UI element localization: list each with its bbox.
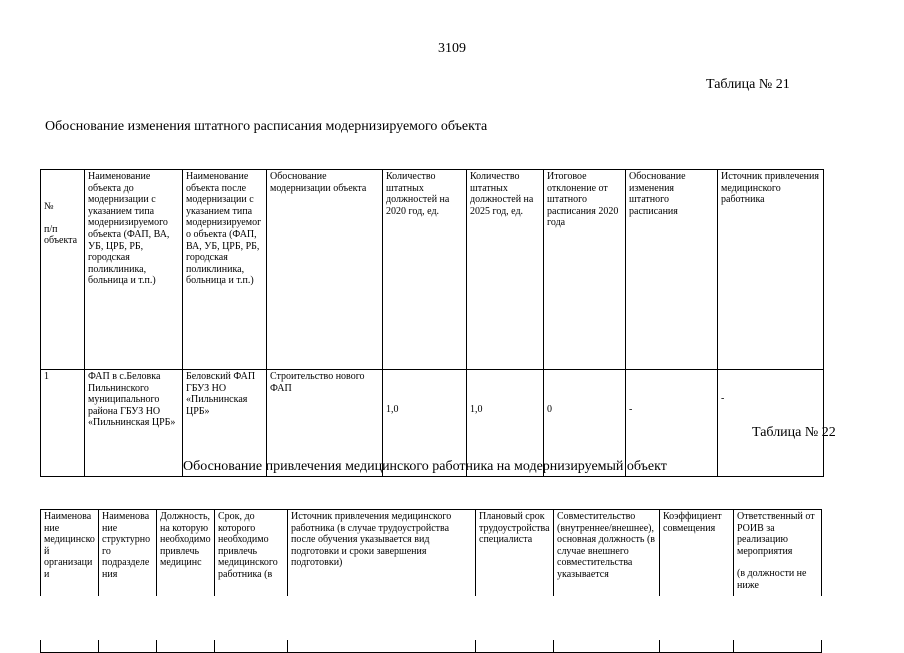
cell-deviation-value: 0	[547, 404, 552, 415]
cell-source-value: -	[721, 393, 725, 404]
header-responsible-note: (в должности не ниже	[737, 568, 807, 591]
header-num-label: п/п объекта	[44, 223, 78, 247]
header-cell-num	[41, 170, 85, 370]
header-cell-part-time: Совместительство (внутреннее/внешнее), основная должность (в случае внешнего совместительства указывается	[554, 510, 660, 653]
page-bottom-cutoff	[0, 596, 904, 640]
table-21-label: Таблица № 21	[706, 77, 790, 92]
header-cell-organization: Наименование медицинской организации	[41, 510, 99, 653]
header-cell-staff-2020: Количество штатных должностей на 2020 год, ед.	[383, 170, 467, 370]
header-cell-deviation: Итоговое отклонение от штатного расписания 2020 года	[544, 170, 626, 370]
cell-num: 1	[41, 370, 85, 477]
header-cell-deadline: Срок, до которого необходимо привлечь медицинского работника (в	[215, 510, 288, 653]
table-21-title: Обоснование изменения штатного расписания модернизируемого объекта	[45, 119, 488, 134]
table-22-label: Таблица № 22	[752, 425, 836, 440]
header-cell-justification: Обоснование изменения штатного расписания	[626, 170, 718, 370]
page-number: 3109	[438, 41, 466, 56]
header-cell-position: Должность, на которую необходимо привлечь медицинс	[157, 510, 215, 653]
cell-staff-2020-value: 1,0	[386, 404, 399, 415]
cell-staff-2025-value: 1,0	[470, 404, 483, 415]
table-header-row	[41, 170, 824, 370]
table-22-title: Обоснование привлечения медицинского работника на модернизируемый объект	[183, 459, 667, 474]
header-num-sign: №	[44, 201, 54, 212]
header-cell-department: Наименование структурного подразделения	[99, 510, 157, 653]
header-cell-planned-date: Плановый срок трудоустройства специалиста	[476, 510, 554, 653]
cell-before: ФАП в с.Беловка Пильнинского муниципального района ГБУЗ НО «Пильнинская ЦРБ»	[85, 370, 183, 477]
cell-reason: Строительство нового ФАП	[267, 370, 383, 477]
header-cell-source: Источник привлечения медицинского работника (в случае трудоустройства после обучения указывается вид подготовки и сроки завершения подготовки)	[288, 510, 476, 653]
cell-justification-value: -	[629, 404, 633, 415]
cell-after: Беловский ФАП ГБУЗ НО «Пильнинская ЦРБ»	[183, 370, 267, 477]
header-cell-before: Наименование объекта до модернизации с указанием типа модернизируемого объекта (ФАП, ВА, УБ, ЦРБ, РБ, городская поликлиника, больница и т.п.)	[85, 170, 183, 370]
header-cell-staff-2025: Количество штатных должностей на 2025 год, ед.	[467, 170, 544, 370]
header-responsible-text: Ответственный от РОИВ за реализацию мероприятия	[737, 511, 815, 557]
staffing-table	[40, 169, 824, 477]
header-cell-after: Наименование объекта после модернизации с указанием типа модернизируемого объекта (ФАП, ВА, УБ, ЦРБ, РБ, городская поликлиника, больница и т.п.)	[183, 170, 267, 370]
header-cell-coefficient: Коэффициент совмещения	[660, 510, 734, 653]
header-cell-source: Источник привлечения медицинского работника	[718, 170, 824, 370]
cell-source	[718, 370, 824, 477]
header-cell-reason: Обоснование модернизации объекта	[267, 170, 383, 370]
